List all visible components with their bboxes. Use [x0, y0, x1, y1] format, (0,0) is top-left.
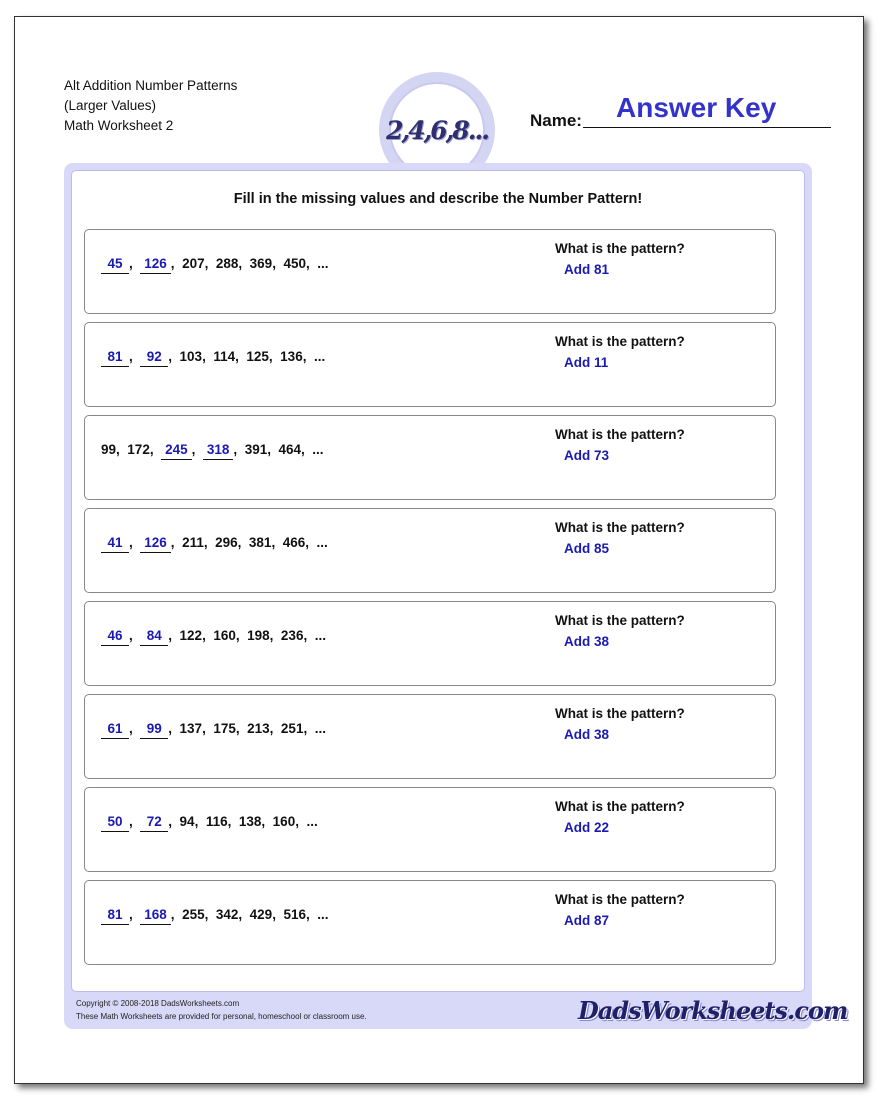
- separator: ,: [168, 628, 180, 643]
- answer-blank[interactable]: 72: [140, 814, 168, 832]
- problem-box: [84, 508, 776, 593]
- given-term: 391: [244, 442, 268, 457]
- name-line: [583, 127, 831, 128]
- ellipsis: ...: [317, 256, 329, 271]
- separator: ,: [303, 628, 315, 643]
- given-term: 114: [213, 349, 236, 364]
- given-term: 136: [280, 349, 303, 364]
- separator: ,: [149, 442, 162, 457]
- ellipsis: ...: [306, 814, 318, 829]
- given-term: 288: [215, 256, 239, 271]
- answer-blank[interactable]: 99: [140, 721, 168, 739]
- worksheet-title: [64, 76, 237, 136]
- separator: ,: [238, 907, 250, 922]
- number-sequence: [101, 721, 326, 743]
- given-term: 296: [215, 535, 238, 550]
- worksheet-number: Math Worksheet 2: [64, 118, 174, 133]
- pattern-question: What is the pattern?: [555, 520, 685, 535]
- separator: ,: [191, 442, 203, 457]
- pattern-answer[interactable]: Add 73: [564, 448, 610, 463]
- pattern-answer[interactable]: Add 85: [564, 541, 610, 556]
- pattern-question: What is the pattern?: [555, 892, 685, 907]
- given-term: 138: [238, 814, 262, 829]
- answer-blank[interactable]: 61: [101, 721, 129, 739]
- number-sequence: [101, 256, 329, 278]
- given-term: 516: [283, 907, 306, 922]
- separator: ,: [129, 349, 141, 364]
- given-term: 175: [213, 721, 236, 736]
- separator: ,: [271, 535, 283, 550]
- given-term: 251: [280, 721, 304, 736]
- answer-blank[interactable]: 168: [140, 907, 171, 925]
- answer-blank[interactable]: 92: [140, 349, 168, 367]
- separator: ,: [235, 721, 248, 736]
- ellipsis: ...: [313, 349, 326, 364]
- title-line: Alt Addition Number Patterns: [64, 78, 238, 93]
- pattern-answer[interactable]: Add 81: [564, 262, 610, 277]
- answer-blank[interactable]: 45: [101, 256, 129, 274]
- answer-blank[interactable]: 126: [140, 535, 171, 553]
- number-sequence: [101, 628, 326, 650]
- separator: ,: [302, 349, 314, 364]
- separator: ,: [202, 628, 214, 643]
- ellipsis: ...: [312, 442, 324, 457]
- pattern-question: What is the pattern?: [555, 427, 685, 442]
- given-term: 466: [282, 535, 306, 550]
- separator: ,: [168, 814, 180, 829]
- separator: ,: [269, 628, 281, 643]
- separator: ,: [295, 814, 307, 829]
- separator: ,: [268, 349, 281, 364]
- separator: ,: [194, 814, 206, 829]
- problem-box: [84, 229, 776, 314]
- separator: ,: [129, 628, 141, 643]
- separator: ,: [238, 256, 250, 271]
- given-term: 429: [249, 907, 273, 922]
- separator: ,: [202, 721, 214, 736]
- answer-blank[interactable]: 245: [161, 442, 192, 460]
- given-term: 160: [272, 814, 296, 829]
- usage-notice: These Math Worksheets are provided for personal, homeschool or classroom use.: [76, 1012, 367, 1021]
- given-term: 207: [182, 256, 205, 271]
- separator: ,: [237, 535, 249, 550]
- separator: ,: [301, 442, 313, 457]
- separator: ,: [305, 256, 318, 271]
- answer-blank[interactable]: 41: [101, 535, 129, 553]
- separator: ,: [170, 907, 183, 922]
- separator: ,: [261, 814, 273, 829]
- given-term: 464: [278, 442, 302, 457]
- number-sequence: [101, 907, 329, 929]
- separator: ,: [303, 721, 315, 736]
- separator: ,: [168, 721, 180, 736]
- answer-blank[interactable]: 126: [140, 256, 171, 274]
- given-term: 122: [179, 628, 203, 643]
- separator: ,: [235, 628, 248, 643]
- pattern-answer[interactable]: Add 22: [564, 820, 610, 835]
- answer-blank[interactable]: 50: [101, 814, 129, 832]
- given-term: 94: [179, 814, 195, 829]
- answer-blank[interactable]: 84: [140, 628, 168, 646]
- given-term: 236: [280, 628, 304, 643]
- separator: ,: [170, 256, 183, 271]
- badge-text: 2,4,6,8...: [386, 115, 488, 145]
- given-term: 450: [283, 256, 306, 271]
- pattern-question: What is the pattern?: [555, 799, 685, 814]
- given-term: 116: [205, 814, 228, 829]
- ellipsis: ...: [314, 628, 326, 643]
- separator: ,: [168, 349, 180, 364]
- separator: ,: [272, 907, 284, 922]
- answer-blank[interactable]: 318: [203, 442, 234, 460]
- given-term: 137: [179, 721, 203, 736]
- separator: ,: [129, 907, 141, 922]
- dadsworksheets-logo: DadsWorksheets.com: [578, 996, 848, 1025]
- separator: ,: [116, 442, 128, 457]
- separator: ,: [129, 721, 141, 736]
- separator: ,: [267, 442, 279, 457]
- separator: ,: [272, 256, 284, 271]
- given-term: 99: [101, 442, 117, 457]
- answer-blank[interactable]: 81: [101, 349, 129, 367]
- separator: ,: [129, 256, 141, 271]
- separator: ,: [204, 907, 216, 922]
- given-term: 160: [213, 628, 236, 643]
- separator: ,: [203, 535, 216, 550]
- separator: ,: [227, 814, 239, 829]
- given-term: 255: [182, 907, 205, 922]
- given-term: 213: [247, 721, 270, 736]
- given-term: 172: [127, 442, 150, 457]
- number-sequence: [101, 442, 324, 464]
- pattern-question: What is the pattern?: [555, 613, 685, 628]
- copyright-text: Copyright © 2008-2018 DadsWorksheets.com: [76, 999, 240, 1008]
- number-sequence: [101, 535, 328, 557]
- problem-box: [84, 787, 776, 872]
- problem-box: [84, 880, 776, 965]
- pattern-question: What is the pattern?: [555, 334, 685, 349]
- given-term: 198: [247, 628, 270, 643]
- given-term: 381: [248, 535, 272, 550]
- separator: ,: [233, 442, 245, 457]
- instructions: Fill in the missing values and describe the Number Pattern!: [233, 191, 643, 207]
- separator: ,: [235, 349, 247, 364]
- separator: ,: [170, 535, 183, 550]
- given-term: 103: [179, 349, 203, 364]
- separator: ,: [204, 256, 216, 271]
- answer-blank[interactable]: 81: [101, 907, 129, 925]
- name-label: Name:: [530, 111, 582, 130]
- problem-box: [84, 601, 776, 686]
- subtitle-line: (Larger Values): [64, 98, 157, 113]
- separator: ,: [129, 535, 141, 550]
- answer-blank[interactable]: 46: [101, 628, 129, 646]
- problem-box: [84, 322, 776, 407]
- number-sequence: [101, 349, 325, 371]
- ellipsis: ...: [314, 721, 326, 736]
- pattern-answer[interactable]: Add 11: [564, 355, 609, 370]
- number-sequence: [101, 814, 318, 836]
- problem-box: [84, 694, 776, 779]
- pattern-question: What is the pattern?: [555, 706, 685, 721]
- given-term: 211: [182, 535, 204, 550]
- separator: ,: [269, 721, 281, 736]
- separator: ,: [202, 349, 214, 364]
- separator: ,: [129, 814, 141, 829]
- answer-key-label: Answer Key: [616, 92, 777, 123]
- given-term: 125: [246, 349, 269, 364]
- separator: ,: [305, 907, 318, 922]
- problem-box: [84, 415, 776, 500]
- separator: ,: [305, 535, 317, 550]
- ellipsis: ...: [317, 907, 329, 922]
- given-term: 369: [249, 256, 273, 271]
- pattern-answer[interactable]: Add 87: [564, 913, 610, 928]
- pattern-question: What is the pattern?: [555, 241, 685, 256]
- given-term: 342: [215, 907, 239, 922]
- pattern-answer[interactable]: Add 38: [564, 634, 610, 649]
- ellipsis: ...: [316, 535, 328, 550]
- pattern-answer[interactable]: Add 38: [564, 727, 610, 742]
